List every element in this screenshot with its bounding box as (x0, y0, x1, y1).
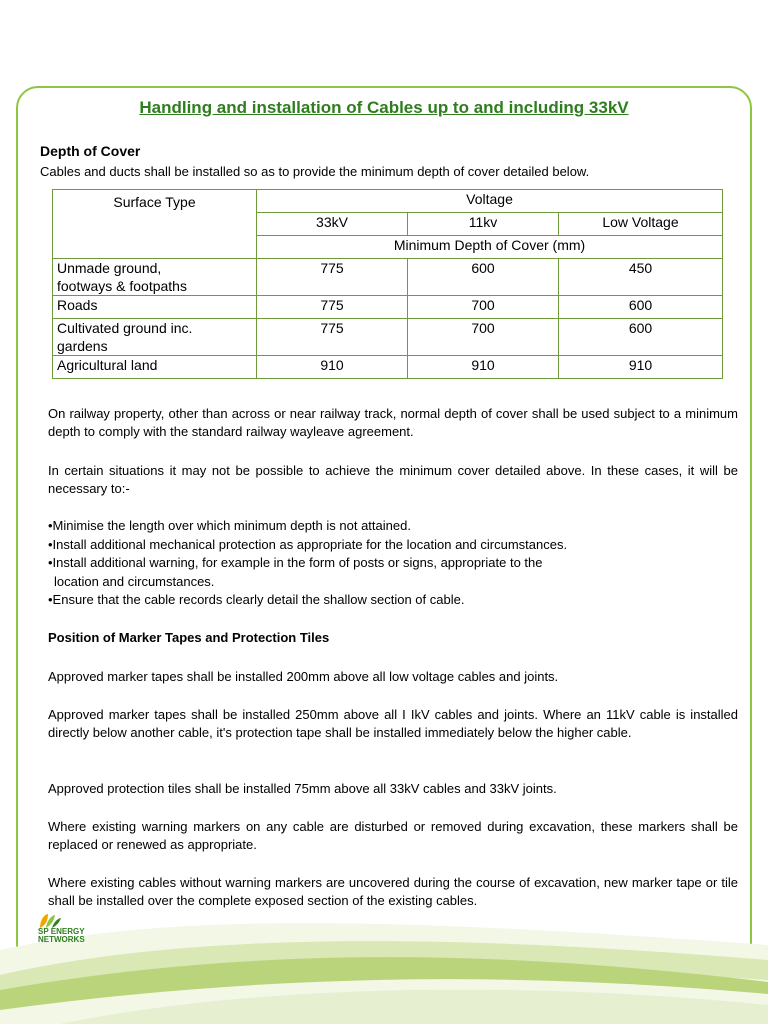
value-cell: 910 (408, 356, 559, 379)
value-cell: 700 (408, 296, 559, 319)
col-header-low-voltage: Low Voltage (559, 213, 723, 236)
value-cell: 775 (257, 319, 408, 356)
table-row (53, 259, 723, 296)
list-item: •Install additional warning, for example in the form of posts or signs, appropriate to the (48, 555, 543, 570)
surface-cell: Unmade ground, footways & footpaths (53, 259, 257, 296)
marker-paragraph-uncovered: Where existing cables without warning markers are uncovered during the course of excavation, new marker tape or tile shall be installed over the complete exposed section of the existing cables. (48, 875, 738, 908)
table-row (53, 296, 723, 319)
value-cell: 600 (559, 296, 723, 319)
mitigation-list (48, 517, 738, 610)
surface-type-header: Surface Type (53, 190, 257, 259)
railway-paragraph: On railway property, other than across or near railway track, normal depth of cover shall be used subject to a minimum depth to comply with the standard railway wayleave agreement. (48, 406, 738, 439)
value-cell: 910 (257, 356, 408, 379)
depth-of-cover-heading: Depth of Cover (40, 143, 141, 159)
depth-intro-text: Cables and ducts shall be installed so as to provide the minimum depth of cover detailed below. (40, 164, 590, 179)
col-header-11kv: 11kv (408, 213, 559, 236)
marker-paragraph-11kv: Approved marker tapes shall be installed 250mm above all I IkV cables and joints. Where an 11kV cable is installed directly below another cable, it's protection tape shall be installed immediately below the higher cable. (48, 707, 738, 740)
value-cell: 775 (257, 259, 408, 296)
value-cell: 600 (408, 259, 559, 296)
list-item: •Install additional mechanical protection as appropriate for the location and circumstances. (48, 536, 568, 552)
surface-cell: Roads (53, 296, 257, 319)
list-item: •Ensure that the cable records clearly detail the shallow section of cable. (48, 592, 465, 607)
surface-cell: Cultivated ground inc. gardens (53, 319, 257, 356)
depth-of-cover-table (52, 189, 723, 379)
col-header-33kv: 33kV (257, 213, 408, 236)
decorative-swoosh (0, 890, 768, 1024)
min-depth-header: Minimum Depth of Cover (mm) (257, 236, 723, 259)
value-cell: 775 (257, 296, 408, 319)
marker-paragraph-disturbed: Where existing warning markers on any cable are disturbed or removed during excavation, these markers shall be replaced or renewed as appropriate. (48, 819, 738, 852)
page-title: Handling and installation of Cables up to and including 33kV (139, 98, 629, 117)
logo-wordmark: SP ENERGY NETWORKS (38, 927, 85, 944)
voltage-header: Voltage (257, 190, 723, 213)
table-row (53, 319, 723, 356)
table-row (53, 356, 723, 379)
marker-paragraph-33kv: Approved protection tiles shall be installed 75mm above all 33kV cables and 33kV joints. (48, 781, 557, 796)
situations-paragraph: In certain situations it may not be possible to achieve the minimum cover detailed above. In these cases, it will be necessary to:- (48, 463, 738, 496)
surface-cell: Agricultural land (53, 356, 257, 379)
list-item: •Minimise the length over which minimum depth is not attained. (48, 518, 411, 533)
value-cell: 450 (559, 259, 723, 296)
list-item-continuation: location and circumstances. (54, 573, 215, 589)
value-cell: 910 (559, 356, 723, 379)
marker-tapes-heading: Position of Marker Tapes and Protection Tiles (48, 630, 330, 645)
value-cell: 700 (408, 319, 559, 356)
marker-paragraph-lv: Approved marker tapes shall be installed 200mm above all low voltage cables and joints. (48, 669, 559, 684)
value-cell: 600 (559, 319, 723, 356)
